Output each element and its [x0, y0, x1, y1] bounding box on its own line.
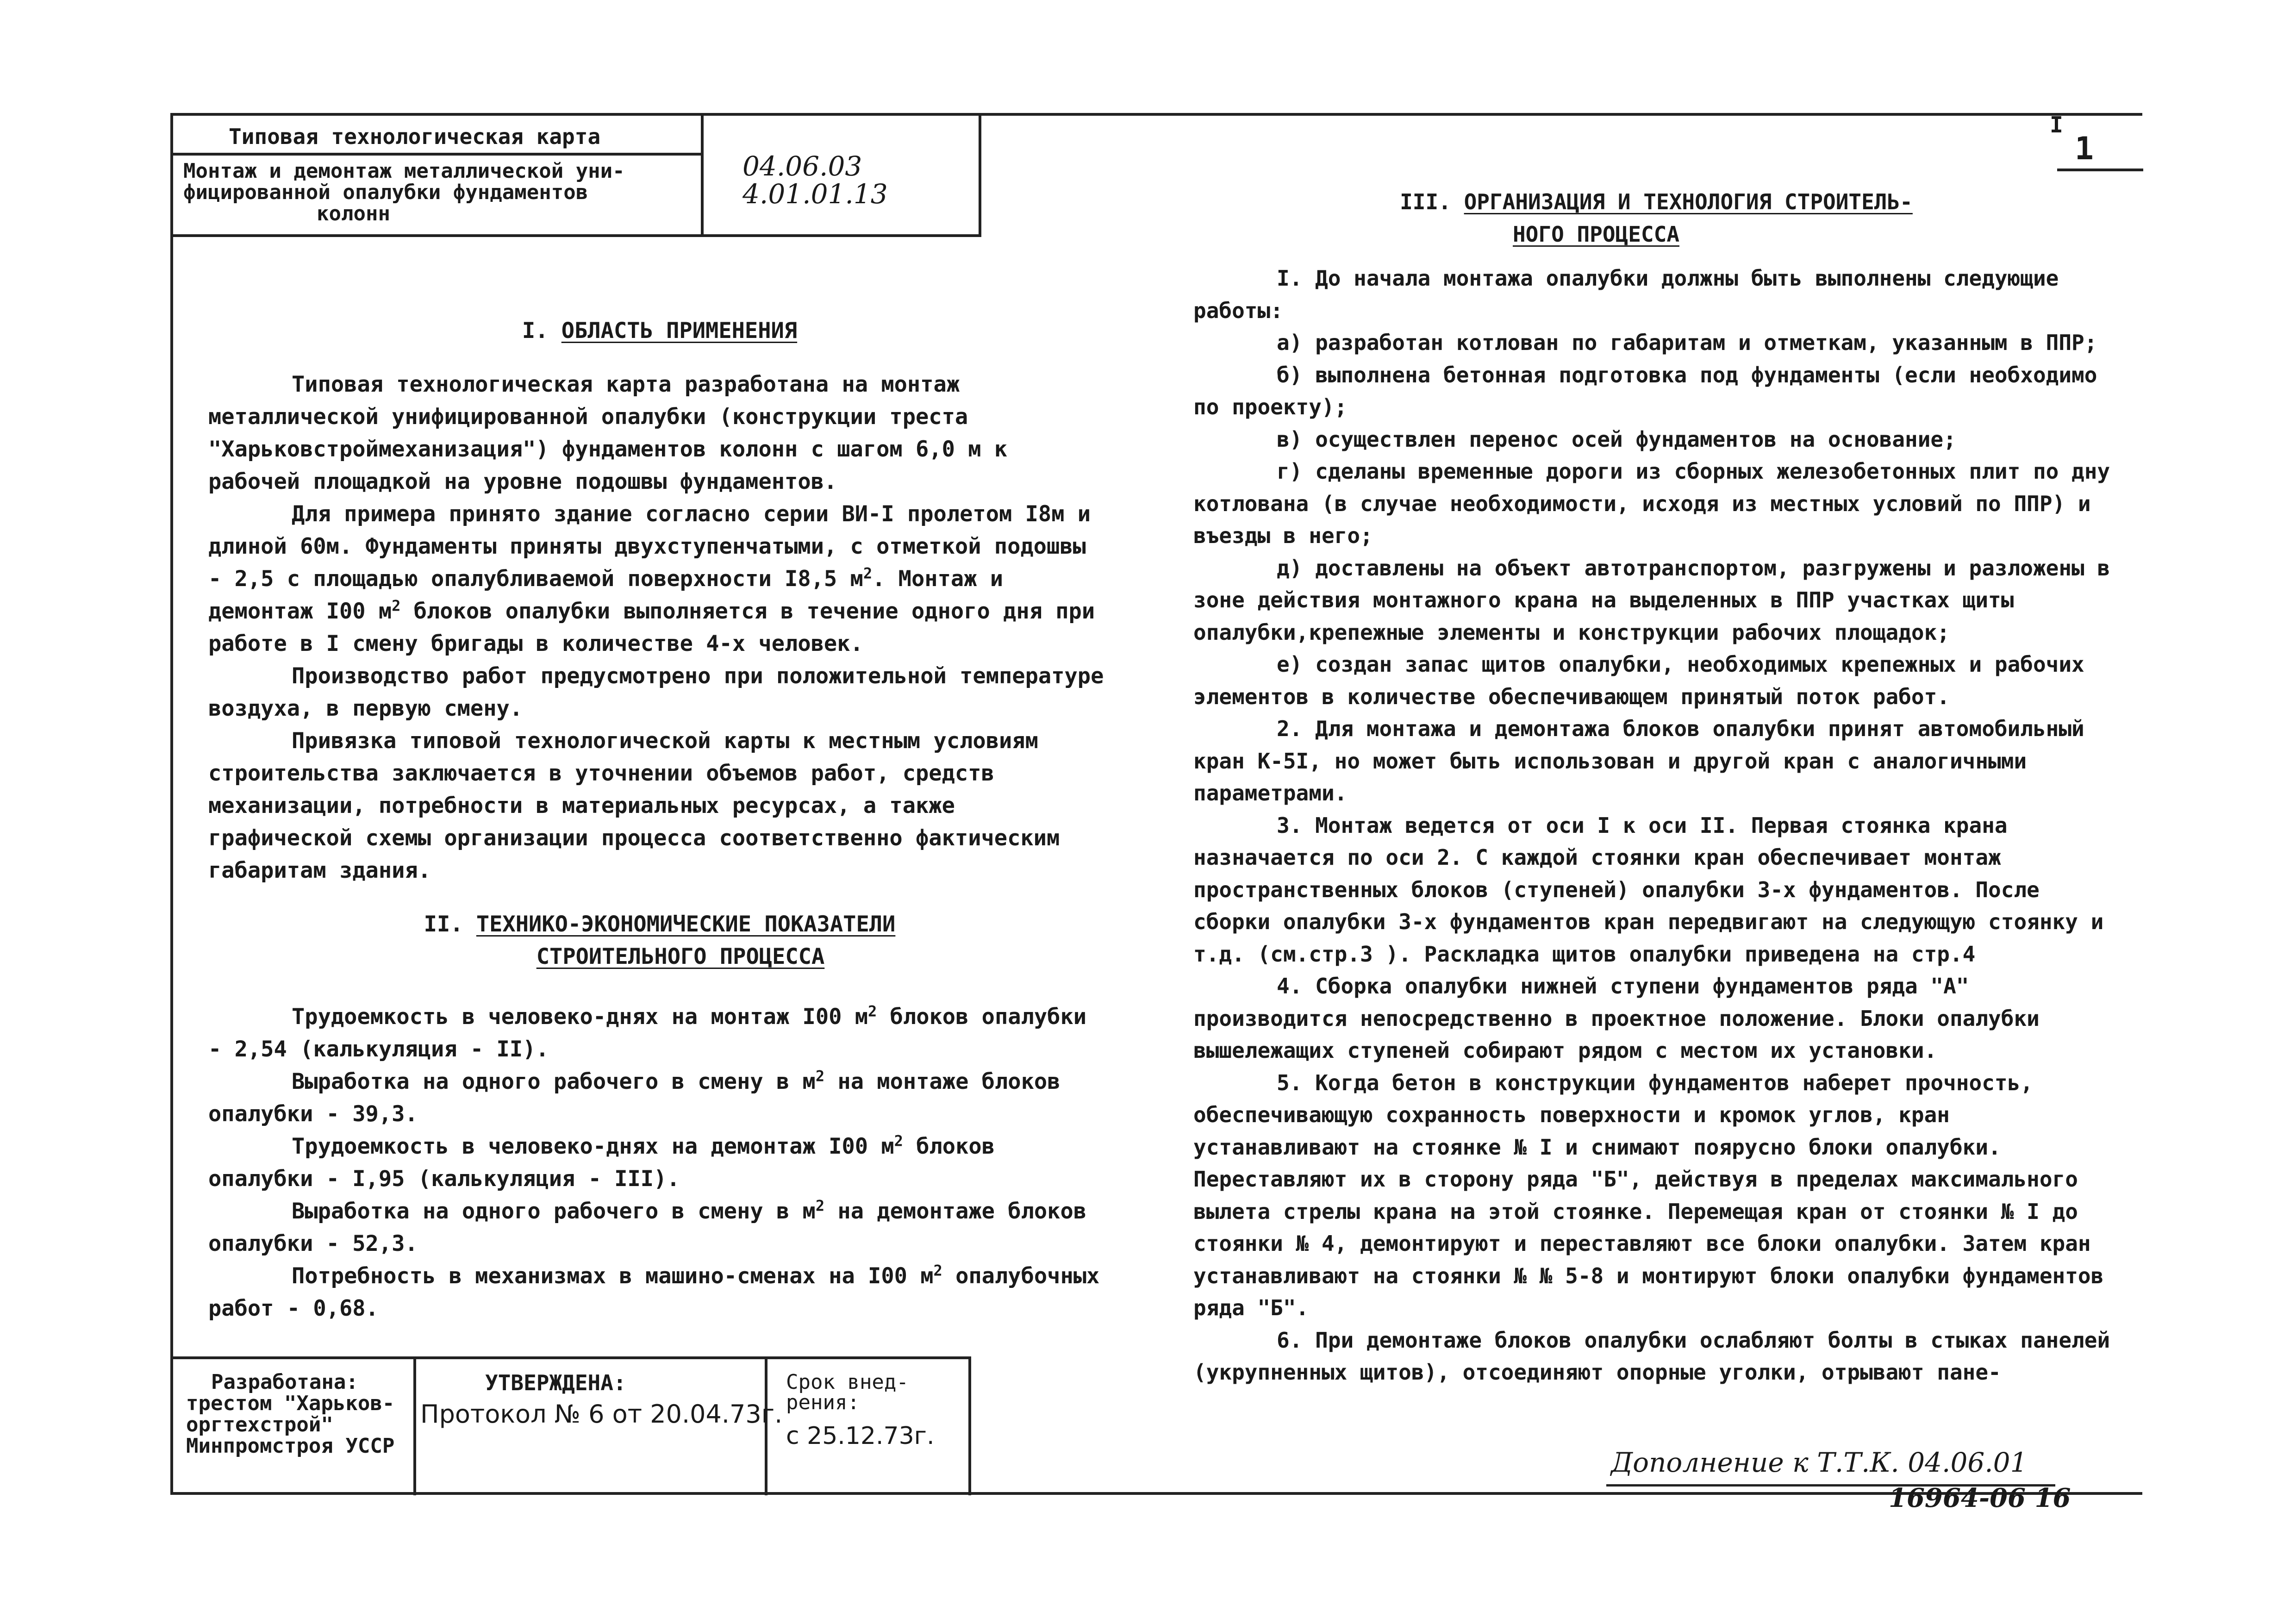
indicator-3: Трудоемкость в человеко-днях на демонтаж I00 $м^2$ блоков опалубки - I,95 (калькуляция - III).	[208, 1132, 995, 1192]
developed-by-line-4: Минпромстроя УССР	[186, 1434, 395, 1458]
approval-protocol: Протокол № 6 от 20.04.73г.	[420, 1399, 783, 1429]
indicator-5: Потребность в механизмах в машино-сменах на I00 $м^2$ опалубочных работ - 0,68.	[208, 1262, 1100, 1321]
card-code-line-1: 04.06.03	[742, 150, 862, 182]
section-3-item-1e: д) доставлены на объект автотранспортом, разгружены и разложены в зоне действия монтажного крана на выделенных в ППР участках щиты опалубки,крепежные элементы и конструкции рабочих площадок;	[1193, 555, 2110, 645]
section-3-item-1c: в) осуществлен перенос осей фундаментов на основание;	[1277, 426, 1956, 452]
section-3-item-2: 2. Для монтажа и демонтажа блоков опалубки принят автомобильный кран К-5I, но может быть использован и другой кран с аналогичными параметрами.	[1193, 716, 2084, 806]
developed-by-line-3: оргтехстрой"	[186, 1413, 333, 1437]
deadline-label-line-2: рения:	[786, 1391, 860, 1414]
right-column	[1193, 186, 2119, 1389]
indicator-1: Трудоемкость в человеко-днях на монтаж I00 $м^2$ блоков опалубки - 2,54 (калькуляция - II).	[208, 1002, 1087, 1062]
indicator-4: Выработка на одного рабочего в смену в $м^2$ на демонтаже блоков опалубки - 52,3.	[208, 1197, 1087, 1256]
section-1-paragraph-4: Привязка типовой технологической карты к местным условиям строительства заключается в уточнении объемов работ, средств механизации, потребности в материальных ресурсах, а также графической схемы организации процесса соответственно фактическим габаритам здания.	[208, 728, 1060, 883]
section-3-item-4: 4. Сборка опалубки нижней ступени фундаментов ряда "А" производится непосредственно в проектное положение. Блоки опалубки вышележащих ступеней собирают рядом с местом их установки.	[1193, 974, 2040, 1063]
approval-block	[170, 1356, 971, 1495]
section-2-heading: II. ТЕХНИКО-ЭКОНОМИЧЕСКИЕ ПОКАЗАТЕЛИ	[424, 912, 896, 937]
card-code-line-2: 4.01.01.13	[742, 178, 888, 210]
section-3-item-6: 6. При демонтаже блоков опалубки ослабляют болты в стыках панелей (укрупненных щитов), отсоединяют опорные уголки, отрывают пане-	[1193, 1327, 2110, 1385]
section-3-item-1a: а) разработан котлован по габаритам и отметкам, указанным в ППР;	[1277, 330, 2097, 355]
section-3-heading-line-2: НОГО ПРОЦЕССА	[1512, 221, 1680, 247]
section-1-paragraph-1: Типовая технологическая карта разработана на монтаж металлической унифицированной опалубки (конструкции треста "Харьковстроймеханизация") фундаментов колонн с шагом 6,0 м к рабочей площадкой на уровне подошвы фундаментов.	[208, 372, 1008, 494]
section-3-item-1d: г) сделаны временные дороги из сборных железобетонных плит по дну котлована (в случае необходимости, исходя из местных условий по ППР) и въезды в него;	[1193, 459, 2110, 548]
deadline-value: с 25.12.73г.	[786, 1422, 935, 1450]
card-subject-line-3: колонн	[317, 202, 390, 225]
section-3-item-3: 3. Монтаж ведется от оси I к оси II. Первая стоянка крана назначается по оси 2. С каждой стоянки кран обеспечивает монтаж пространственных блоков (ступеней) опалубки 3-х фундаментов. После сборки опалубки 3-х фундаментов кран передвигают на следующую стоянку и т.д. (см.стр.3 ). Раскладка щитов опалубки приведена на стр.4	[1193, 812, 2104, 967]
indicator-2: Выработка на одного рабочего в смену в $м^2$ на монтаже блоков опалубки - 39,3.	[208, 1067, 1061, 1127]
section-3-item-1: I. До начала монтажа опалубки должны быть выполнены следующие работы:	[1193, 266, 2059, 323]
deadline-label-line-1: Срок внед-	[786, 1370, 909, 1394]
card-subject-line-1: Монтаж и демонтаж металлической уни-	[183, 159, 625, 183]
section-1-paragraph-2: Для примера принято здание согласно серии ВИ-I пролетом I8м и длиной 60м. Фундаменты приняты двухступенчатыми, с отметкой подошвы - 2,5 с площадью опалубливаемой поверхности I8,5 $м^2$. Монтаж и демонтаж I00 $м^2$ блоков опалубки выполняется в течение одного дня при работе в I смену бригады в количестве 4-х человек.	[208, 501, 1095, 656]
left-column	[208, 315, 1111, 1325]
corner-tick: I	[2050, 112, 2063, 138]
section-3-item-1f: е) создан запас щитов опалубки, необходимых крепежных и рабочих элементов в количестве обеспечивающем принятый поток работ.	[1193, 652, 2084, 709]
developed-by-line-1: Разработана:	[211, 1370, 358, 1394]
approved-label: УТВЕРЖДЕНА:	[485, 1370, 626, 1395]
page-number-underline	[2057, 169, 2143, 171]
card-subject-line-2: фицированной опалубки фундаментов	[183, 181, 588, 204]
developed-by-line-2: трестом "Харьков-	[186, 1392, 395, 1415]
section-3-item-1b: б) выполнена бетонная подготовка под фундаменты (если необходимо по проекту);	[1193, 362, 2097, 419]
card-title: Типовая технологическая карта	[229, 124, 601, 149]
section-1-paragraph-3: Производство работ предусмотрено при положительной температуре воздуха, в первую смену.	[208, 663, 1104, 721]
section-3-heading: III. ОРГАНИЗАЦИЯ И ТЕХНОЛОГИЯ СТРОИТЕЛЬ-	[1400, 189, 1913, 214]
title-block	[170, 113, 981, 237]
section-1-heading: I. ОБЛАСТЬ ПРИМЕНЕНИЯ	[522, 318, 798, 344]
page-number: 1	[2075, 131, 2094, 167]
section-2-heading-line-2: СТРОИТЕЛЬНОГО ПРОЦЕССА	[536, 944, 825, 969]
supplement-note: Дополнение к Т.Т.К. 04.06.01	[1611, 1447, 2028, 1478]
section-3-item-5: 5. Когда бетон в конструкции фундаментов наберет прочность, обеспечивающую сохранность поверхности и кромок углов, кран устанавливают на стоянке № I и снимают поярусно блоки опалубки. Переставляют их в сторону ряда "Б", действуя в пределах максимального вылета стрелы крана на этой стоянке. Перемещая кран от стоянки № I до стоянки № 4, демонтируют и переставляют все блоки опалубки. Затем кран устанавливают на стоянки № № 5-8 и монтируют блоки опалубки фундаментов ряда "Б".	[1193, 1070, 2104, 1320]
document-number: 16964-06 16	[1889, 1483, 2071, 1513]
